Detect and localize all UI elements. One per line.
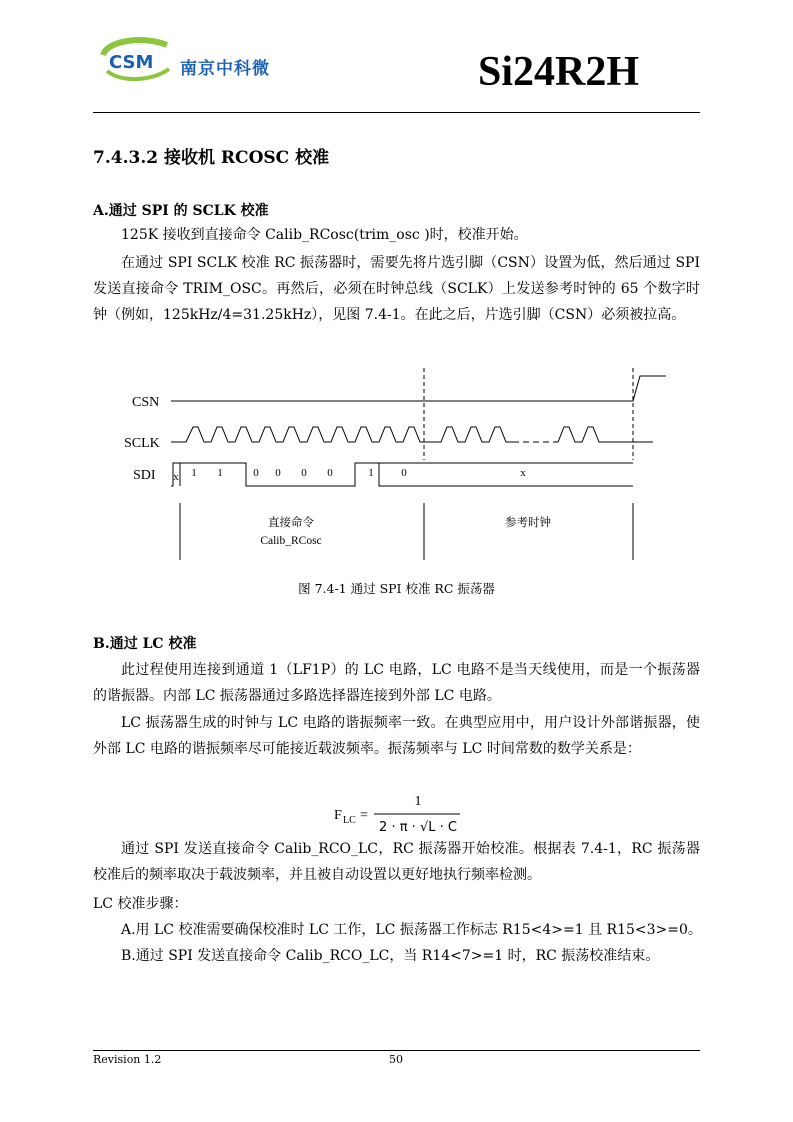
cmd-label-line2: Calib_RCosc [260, 535, 322, 547]
timing-diagram [93, 360, 700, 570]
sdi-bit-5: 0 [301, 467, 307, 479]
sdi-label: SDI [133, 468, 156, 483]
sdi-bit-2: 1 [217, 467, 223, 479]
logo-csm-text: CSM [109, 52, 154, 73]
footer-revision: Revision 1.2 [93, 1053, 162, 1066]
header-divider [93, 112, 700, 113]
formula-denominator: 2 · π · √L · C [379, 820, 457, 835]
sclk-waveform-tail [553, 427, 653, 442]
sclk-waveform [171, 427, 513, 442]
sdi-bit-1: 1 [191, 467, 197, 479]
ref-clock-label: 参考时钟 [505, 515, 551, 529]
cmd-label-line1: 直接命令 [268, 515, 314, 529]
subsection-b-heading: B.通过 LC 校准 [93, 636, 197, 652]
section-heading: 7.4.3.2 接收机 RCOSC 校准 [93, 148, 330, 168]
formula-lhs: F [334, 808, 342, 823]
lc-step-b: B.通过 SPI 发送直接命令 Calib_RCO_LC，当 R14<7>=1 时，RC 振荡校准结束。 [121, 948, 660, 964]
footer-page-number: 50 [389, 1053, 403, 1066]
sdi-bit-6: 0 [327, 467, 333, 479]
formula-equals: = [360, 808, 368, 823]
subsection-a-paragraph-2: 在通过 SPI SCLK 校准 RC 振荡器时，需要先将片选引脚（CSN）设置为低，然后通过 SPI 发送直接命令 TRIM_OSC。再然后，必须在时钟总线（SCLK）上发送参考时钟的 65 个数字时钟（例如，125kHz/4=31.25kHz），见图 7.4-1。在此之后，片选引脚（CSN）必须被拉高。 [93, 255, 700, 323]
lc-step-a: A.用 LC 校准需要确保校准时 LC 工作，LC 振荡器工作标志 R15<4>=1 且 R15<3>=0。 [121, 922, 702, 938]
formula-numerator: 1 [414, 794, 422, 809]
sdi-bit-0: x [173, 471, 179, 483]
sdi-bit-4: 0 [275, 467, 281, 479]
csn-waveform [171, 376, 666, 401]
figure-caption: 图 7.4-1 通过 SPI 校准 RC 振荡器 [298, 581, 495, 596]
sdi-bit-3: 0 [253, 467, 259, 479]
subsection-a-paragraph-1: 125K 接收到直接命令 Calib_RCosc(trim_osc )时，校准开始。 [121, 227, 528, 243]
sclk-label: SCLK [124, 436, 160, 451]
frequency-formula [330, 790, 470, 836]
lc-steps-title: LC 校准步骤： [93, 896, 188, 912]
subsection-b-paragraph-1: 此过程使用连接到通道 1（LF1P）的 LC 电路，LC 电路不是当天线使用，而是一个振荡器的谐振器。内部 LC 振荡器通过多路选择器连接到外部 LC 电路。 [93, 662, 700, 704]
company-name: 南京中科微 [180, 59, 270, 79]
formula-lhs-sub: LC [343, 815, 356, 826]
product-title: Si24R2H [478, 49, 640, 95]
subsection-a-heading: A.通过 SPI 的 SCLK 校准 [93, 203, 269, 219]
sdi-bit-x2: x [520, 467, 526, 479]
csn-label: CSN [132, 395, 160, 410]
sdi-bit-8: 0 [401, 467, 407, 479]
subsection-b-paragraph-3: 通过 SPI 发送直接命令 Calib_RCO_LC，RC 振荡器开始校准。根据表 7.4-1，RC 振荡器校准后的频率取决于载波频率，并且被自动设置以更好地执行频率检测。 [93, 841, 700, 883]
sdi-bit-7: 1 [368, 467, 374, 479]
footer-divider [93, 1050, 700, 1051]
subsection-b-paragraph-2: LC 振荡器生成的时钟与 LC 电路的谐振频率一致。在典型应用中，用户设计外部谐振器，使外部 LC 电路的谐振频率尽可能接近载波频率。振荡频率与 LC 时间常数的数学关系是： [93, 715, 700, 757]
